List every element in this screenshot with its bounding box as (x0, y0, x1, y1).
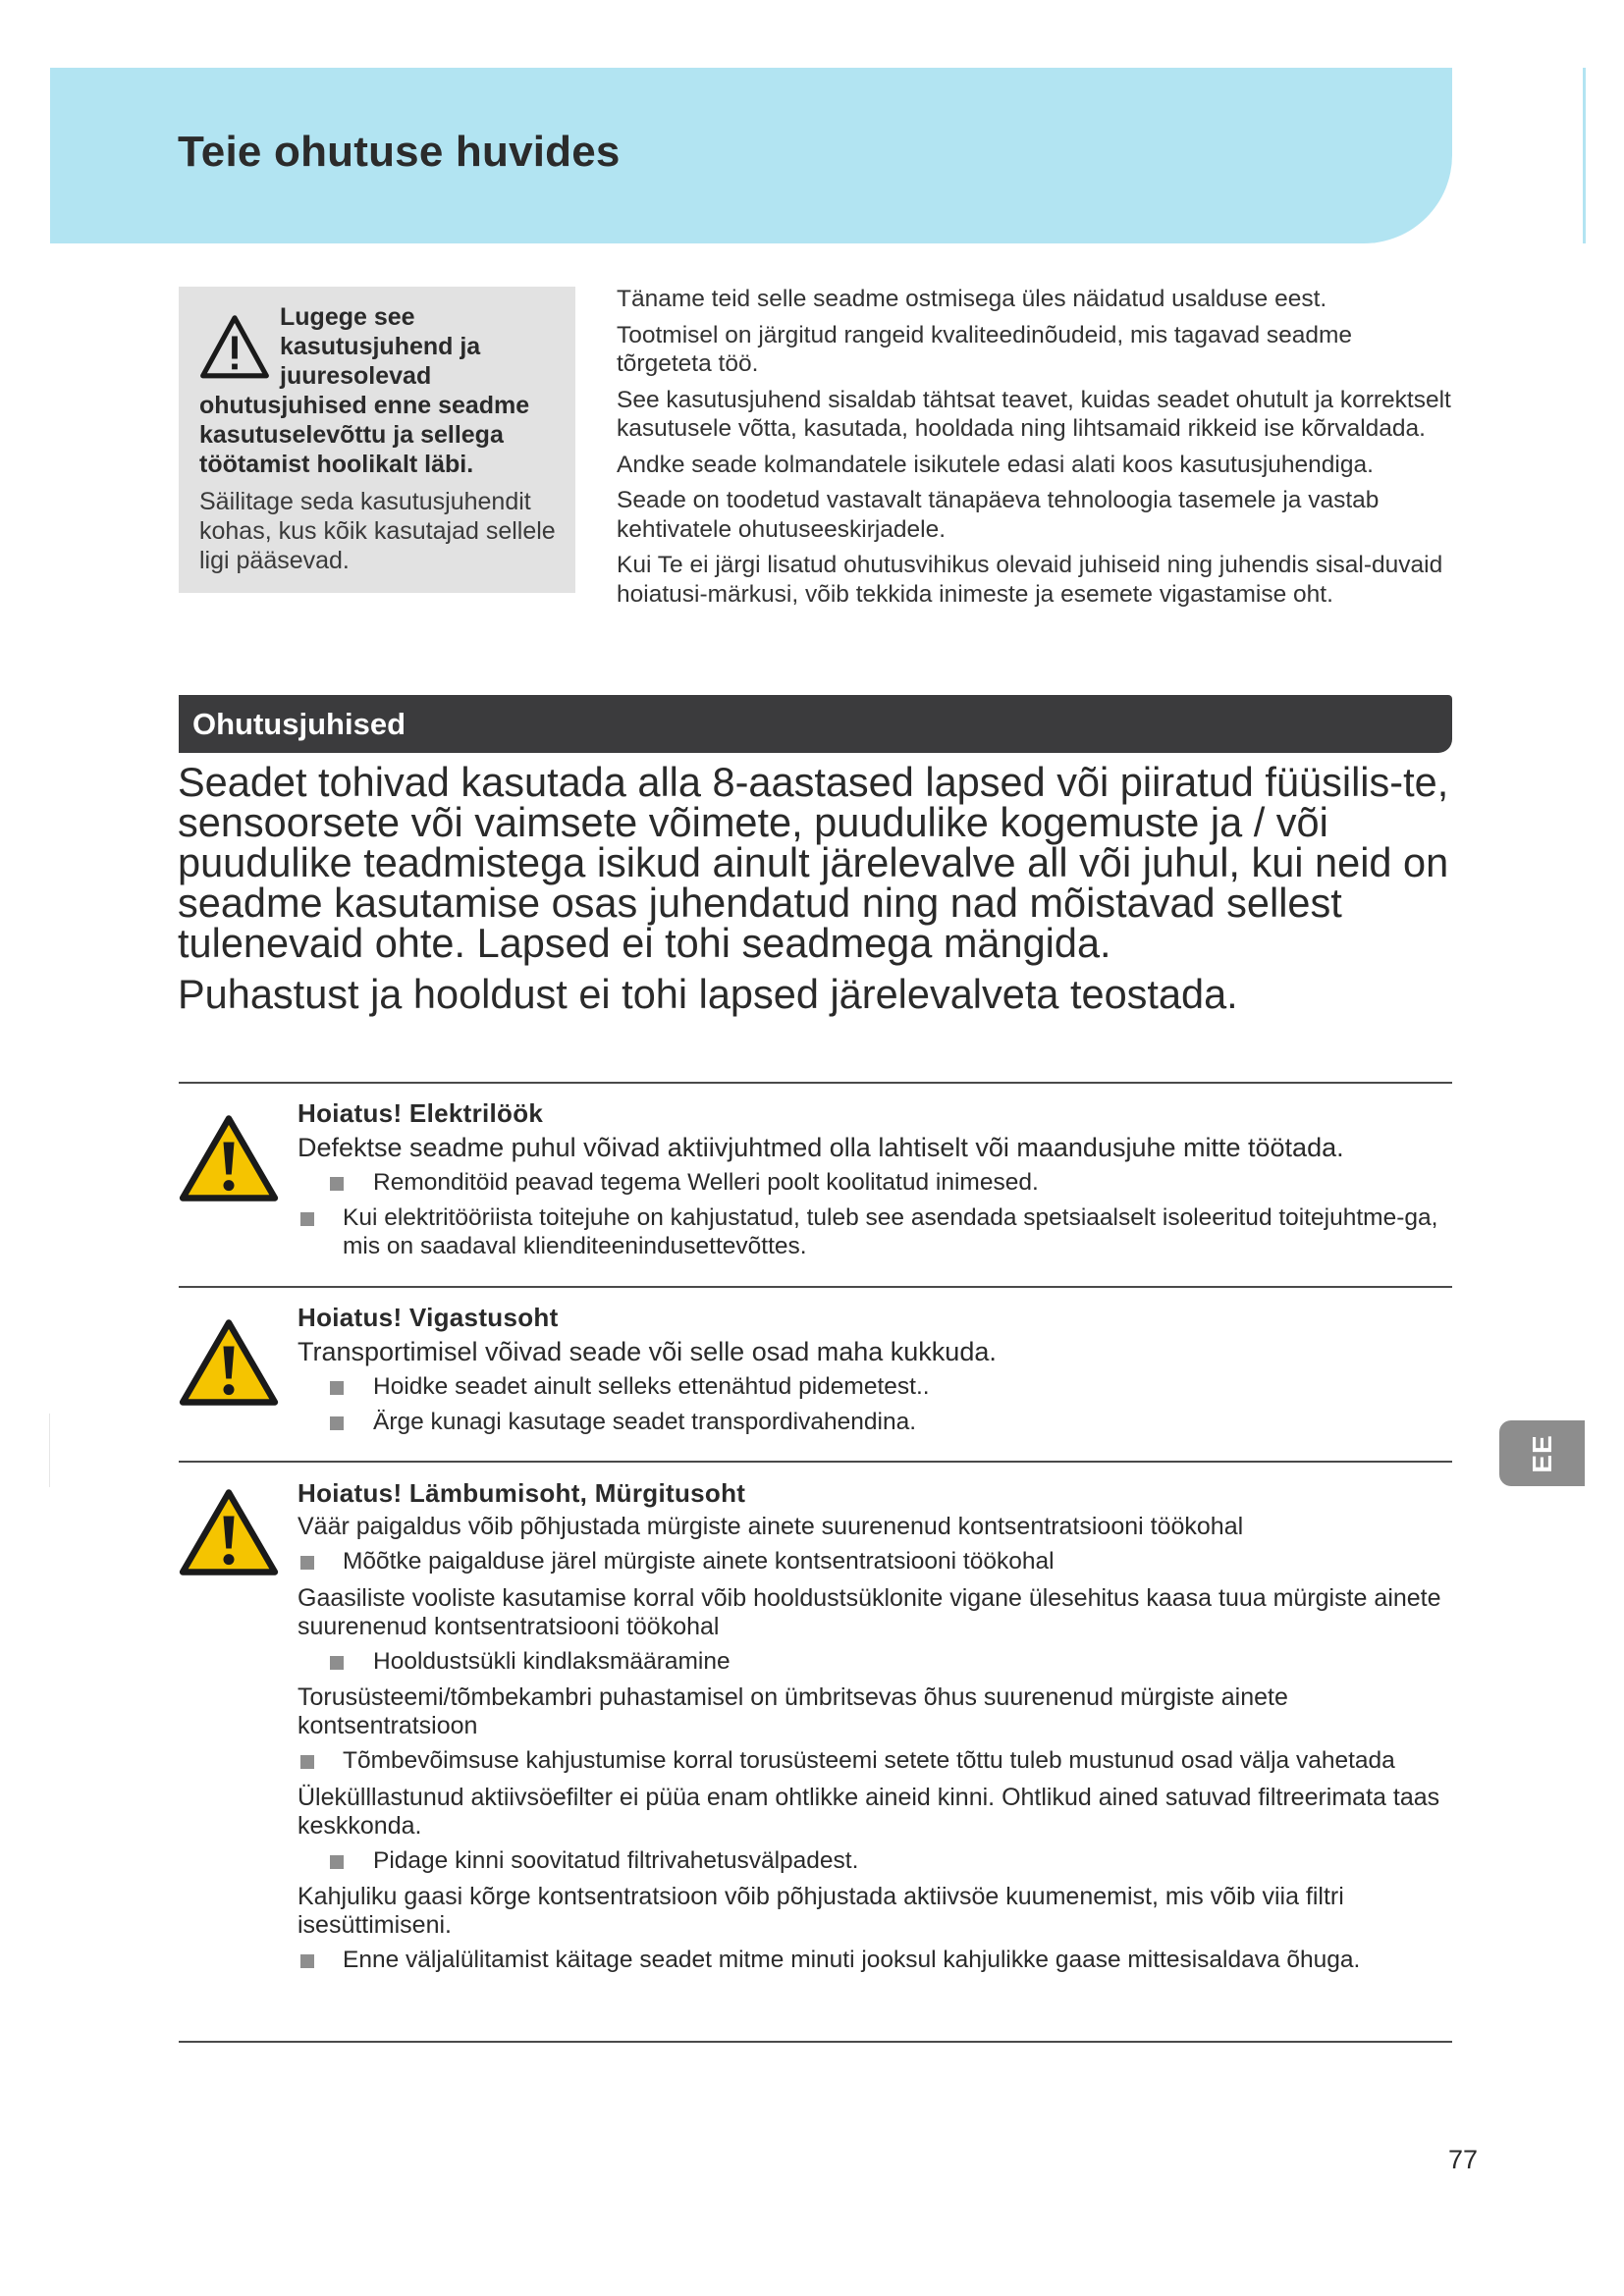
read-instructions-box (179, 287, 575, 593)
warning-triangle-icon (179, 1317, 279, 1408)
warning-triangle-icon (179, 1113, 279, 1203)
intro-paragraph: Täname teid selle seadme ostmisega üles näidatud usalduse eest. (617, 286, 1327, 312)
bullet-square-icon (330, 1656, 344, 1670)
warning-text: Kahjuliku gaasi kõrge kontsentratsioon võib põhjustada aktiivsöe kuumenemist, mis võib viia filtri isesüttimiseni. (298, 1883, 1344, 1939)
edge-decoration-faint (49, 1414, 50, 1487)
warning-title: Hoiatus! Elektrilöök (298, 1098, 544, 1128)
bullet-square-icon (330, 1855, 344, 1869)
bullet-square-icon (300, 1954, 314, 1968)
intro-text (617, 285, 1451, 615)
divider (179, 2041, 1452, 2043)
warning-text: Defektse seadme puhul võivad aktiivjuhtmed olla lahtiselt või maandusjuhe mitte töötada. (298, 1133, 1344, 1162)
warning-triangle-icon (179, 1487, 279, 1577)
intro-paragraph: Seade on toodetud vastavalt tänapäeva tehnoloogia tasemele ja vastab kehtivatele ohutuseeskirjadele. (617, 487, 1380, 543)
warning-text: Transportimisel võivad seade või selle osad maha kukkuda. (298, 1337, 997, 1366)
warning-bullet: Pidage kinni soovitatud filtrivahetusvälpadest. (298, 1846, 1452, 1876)
warning-bullet: Mõõtke paigalduse järel mürgiste ainete kontsentratsiooni töökohal (298, 1547, 1452, 1576)
read-instructions-bold: Lugege see kasutusjuhend ja juuresolevad ohutusjuhised enne seadme kasutuselevõttu ja sellega töötamist hoolikalt läbi. (199, 303, 530, 478)
warning-title: Hoiatus! Vigastusoht (298, 1303, 559, 1332)
edge-decoration (1583, 68, 1586, 243)
warning-bullet: Ärge kunagi kasutage seadet transpordivahendina. (298, 1408, 1452, 1437)
intro-paragraph: See kasutusjuhend sisaldab tähtsat teavet, kuidas seadet ohutult ja korrektselt kasutusele võtta, kasutada, hooldada ning lihtsamaid rikkeid ise kõrvaldada. (617, 386, 1451, 442)
warning-title: Hoiatus! Lämbumisoht, Mürgitusoht (298, 1478, 746, 1508)
bullet-square-icon (300, 1212, 314, 1226)
intro-paragraph: Kui Te ei järgi lisatud ohutusvihikus olevaid juhiseid ning juhendis sisal-duvaid hoiatusi-märkusi, võib tekkida inimeste ja esemete vigastamise oht. (617, 552, 1443, 608)
warning-text: Torusüsteemi/tõmbekambri puhastamisel on ümbritsevas õhus suurenenud mürgiste ainete kontsentratsioon (298, 1683, 1288, 1739)
warning-bullet: Tõmbevõimsuse kahjustumise korral torusüsteemi setete tõttu tuleb mustunud osad välja vahetada (298, 1746, 1452, 1776)
section-title: Ohutusjuhised (192, 707, 406, 741)
intro-paragraph: Andke seade kolmandatele isikutele edasi alati koos kasutusjuhendiga. (617, 451, 1374, 478)
page-number: 77 (1448, 2145, 1479, 2174)
bullet-square-icon (330, 1416, 344, 1430)
bullet-square-icon (300, 1755, 314, 1769)
bullet-square-icon (330, 1177, 344, 1191)
warning-bullet: Enne väljalülitamist käitage seadet mitme minuti jooksul kahjulikke gaase mittesisaldava õhuga. (298, 1946, 1452, 1975)
language-tab (1499, 1420, 1585, 1486)
bullet-square-icon (330, 1381, 344, 1395)
divider (179, 1286, 1452, 1288)
safety-paragraph: Seadet tohivad kasutada alla 8-aastased lapsed või piiratud füüsilis-te, sensoorsete või vaimsete võimete, puudulike kogemuste ja / või puudulike teadmistega isikud ainult järelevalve all või juhul, kui neid on seadme kasutamise osas juhendatud ning nad mõistavad sellest tulenevaid ohte. Lapsed ei tohi seadmega mängida. (178, 759, 1449, 966)
read-instructions-note: Säilitage seda kasutusjuhendit kohas, kus kõik kasutajad sellele ligi pääsevad. (199, 488, 556, 574)
divider (179, 1082, 1452, 1084)
warning-text: Ülekülllastunud aktiivsöefilter ei püüa enam ohtlikke aineid kinni. Ohtlikud ained satuvad filtreerimata taas keskkonda. (298, 1783, 1440, 1840)
safety-statement (178, 759, 1454, 1025)
warning-bullet: Remonditöid peavad tegema Welleri poolt koolitatud inimesed. (298, 1168, 1452, 1198)
warning-bullet: Hooldustsükli kindlaksmääramine (298, 1647, 1452, 1677)
language-tab-label: EE (1526, 1433, 1557, 1473)
divider (179, 1461, 1452, 1463)
warning-text: Väär paigaldus võib põhjustada mürgiste ainete suurenenud kontsentratsiooni töökohal (298, 1513, 1244, 1540)
bullet-square-icon (300, 1556, 314, 1570)
warning-outline-icon (199, 312, 270, 383)
warning-text: Gaasiliste vooliste kasutamise korral võib hooldustsüklonite vigane ülesehitus kaasa tuua mürgiste ainete suurenenud kontsentratsiooni töökohal (298, 1583, 1441, 1640)
warning-bullet: Hoidke seadet ainult selleks ettenähtud pidemetest.. (298, 1372, 1452, 1402)
warning-bullet: Kui elektritööriista toitejuhe on kahjustatud, tuleb see asendada spetsiaalselt isoleeritud toitejuhtme-ga, mis on saadaval klienditeenindusettevõttes. (298, 1203, 1452, 1261)
intro-paragraph: Tootmisel on järgitud rangeid kvaliteedinõudeid, mis tagavad seadme tõrgeteta töö. (617, 321, 1353, 377)
page-title: Teie ohutuse huvides (178, 128, 621, 176)
safety-paragraph: Puhastust ja hooldust ei tohi lapsed järelevalveta teostada. (178, 971, 1238, 1017)
